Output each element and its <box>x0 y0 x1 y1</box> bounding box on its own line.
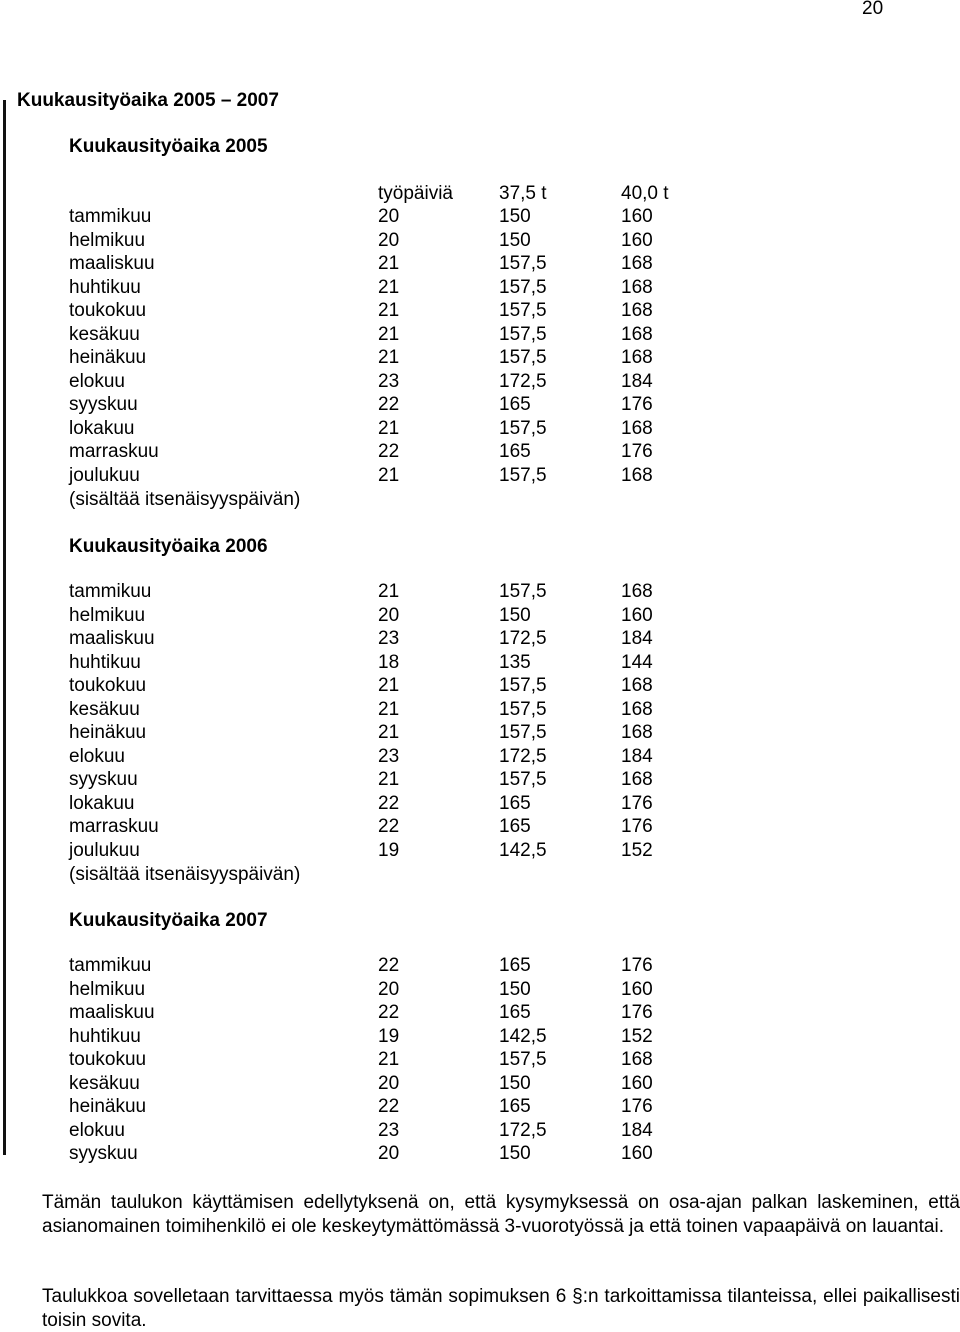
hours-40-cell: 168 <box>621 1049 653 1070</box>
hours-37-5-cell: 157,5 <box>499 347 547 368</box>
hours-40-cell: 168 <box>621 464 653 486</box>
month-cell: toukokuu <box>69 1049 147 1070</box>
workdays-cell: 21 <box>378 417 400 439</box>
table-row <box>0 206 960 230</box>
table-row <box>0 371 960 395</box>
table-row <box>0 230 960 254</box>
hours-40-cell: 160 <box>621 1143 653 1164</box>
hours-40-cell: 168 <box>621 581 653 602</box>
hours-40-cell: 176 <box>621 1096 653 1117</box>
header-40h: 40,0 t <box>621 183 669 204</box>
month-cell: maaliskuu <box>69 628 155 649</box>
month-cell: lokakuu <box>69 792 135 814</box>
hours-40-cell: 160 <box>621 229 653 251</box>
workdays-cell: 21 <box>378 675 400 696</box>
hours-37-5-cell: 172,5 <box>499 370 547 392</box>
table-row <box>0 793 960 817</box>
hours-40-cell: 176 <box>621 441 653 462</box>
note-2005: (sisältää itsenäisyyspäivän) <box>69 489 301 510</box>
table-row <box>0 675 960 699</box>
workdays-cell: 20 <box>378 1072 400 1094</box>
hours-40-cell: 152 <box>621 1025 653 1047</box>
section-title-2007: Kuukausityöaika 2007 <box>69 910 268 931</box>
hours-40-cell: 144 <box>621 651 653 673</box>
table-row <box>0 465 960 489</box>
hours-37-5-cell: 150 <box>499 604 531 626</box>
table-row <box>0 652 960 676</box>
month-cell: kesäkuu <box>69 1072 140 1094</box>
table-row <box>0 324 960 348</box>
hours-37-5-cell: 165 <box>499 955 531 976</box>
month-cell: tammikuu <box>69 206 152 227</box>
month-cell: elokuu <box>69 370 125 392</box>
month-cell: toukokuu <box>69 675 147 696</box>
month-cell: joulukuu <box>69 839 140 861</box>
workdays-cell: 23 <box>378 370 400 392</box>
hours-40-cell: 160 <box>621 604 653 626</box>
hours-37-5-cell: 157,5 <box>499 464 547 486</box>
month-cell: heinäkuu <box>69 722 147 743</box>
hours-40-cell: 176 <box>621 1002 653 1023</box>
month-cell: syyskuu <box>69 769 138 790</box>
hours-40-cell: 168 <box>621 253 653 274</box>
month-cell: kesäkuu <box>69 698 140 720</box>
workdays-cell: 20 <box>378 1143 400 1164</box>
table-row <box>0 746 960 770</box>
workdays-cell: 22 <box>378 441 400 462</box>
section-title-2005: Kuukausityöaika 2005 <box>69 136 268 157</box>
table-row <box>0 722 960 746</box>
hours-40-cell: 168 <box>621 323 653 345</box>
workdays-cell: 22 <box>378 1096 400 1117</box>
workdays-cell: 21 <box>378 347 400 368</box>
month-cell: helmikuu <box>69 229 146 251</box>
table-row <box>0 1002 960 1026</box>
hours-37-5-cell: 157,5 <box>499 581 547 602</box>
workdays-cell: 20 <box>378 978 400 1000</box>
hours-37-5-cell: 165 <box>499 792 531 814</box>
hours-37-5-cell: 150 <box>499 1143 531 1164</box>
header-37-5h: 37,5 t <box>499 183 547 204</box>
hours-37-5-cell: 135 <box>499 651 531 673</box>
workdays-cell: 21 <box>378 698 400 720</box>
table-row <box>0 277 960 301</box>
month-cell: huhtikuu <box>69 276 141 298</box>
hours-40-cell: 168 <box>621 675 653 696</box>
month-cell: marraskuu <box>69 441 159 462</box>
page-number: 20 <box>862 0 884 19</box>
month-cell: joulukuu <box>69 464 140 486</box>
hours-37-5-cell: 157,5 <box>499 675 547 696</box>
workdays-cell: 21 <box>378 581 400 602</box>
month-cell: marraskuu <box>69 816 159 837</box>
month-cell: elokuu <box>69 745 125 767</box>
month-cell: heinäkuu <box>69 347 147 368</box>
hours-40-cell: 160 <box>621 206 653 227</box>
table-row <box>0 1120 960 1144</box>
workdays-cell: 23 <box>378 1119 400 1141</box>
hours-40-cell: 184 <box>621 628 653 649</box>
hours-40-cell: 176 <box>621 816 653 837</box>
hours-40-cell: 152 <box>621 839 653 861</box>
workdays-cell: 22 <box>378 1002 400 1023</box>
hours-37-5-cell: 157,5 <box>499 323 547 345</box>
workdays-cell: 20 <box>378 604 400 626</box>
hours-37-5-cell: 157,5 <box>499 1049 547 1070</box>
hours-37-5-cell: 157,5 <box>499 417 547 439</box>
hours-37-5-cell: 165 <box>499 394 531 415</box>
table-row <box>0 955 960 979</box>
hours-37-5-cell: 157,5 <box>499 253 547 274</box>
hours-37-5-cell: 165 <box>499 441 531 462</box>
workdays-cell: 22 <box>378 792 400 814</box>
hours-40-cell: 168 <box>621 276 653 298</box>
month-cell: heinäkuu <box>69 1096 147 1117</box>
workdays-cell: 21 <box>378 769 400 790</box>
table-row <box>0 628 960 652</box>
hours-40-cell: 184 <box>621 1119 653 1141</box>
table-row <box>0 253 960 277</box>
month-cell: lokakuu <box>69 417 135 439</box>
hours-37-5-cell: 150 <box>499 206 531 227</box>
hours-40-cell: 176 <box>621 955 653 976</box>
main-title: Kuukausityöaika 2005 – 2007 <box>17 90 279 111</box>
workdays-cell: 23 <box>378 628 400 649</box>
hours-37-5-cell: 172,5 <box>499 745 547 767</box>
workdays-cell: 22 <box>378 394 400 415</box>
workdays-cell: 20 <box>378 229 400 251</box>
workdays-cell: 21 <box>378 253 400 274</box>
table-row <box>0 1026 960 1050</box>
table-row <box>0 418 960 442</box>
workdays-cell: 21 <box>378 722 400 743</box>
table-row <box>0 605 960 629</box>
hours-37-5-cell: 165 <box>499 816 531 837</box>
hours-37-5-cell: 157,5 <box>499 722 547 743</box>
hours-37-5-cell: 157,5 <box>499 300 547 321</box>
month-cell: huhtikuu <box>69 651 141 673</box>
hours-37-5-cell: 172,5 <box>499 628 547 649</box>
hours-37-5-cell: 157,5 <box>499 698 547 720</box>
table-row <box>0 979 960 1003</box>
workdays-cell: 21 <box>378 300 400 321</box>
workdays-cell: 21 <box>378 276 400 298</box>
application-paragraph: Taulukkoa sovelletaan tarvittaessa myös tämän sopimuksen 6 §:n tarkoittamissa tilanteissa, ellei paikallisesti toisin sovita. <box>42 1286 960 1331</box>
workdays-cell: 19 <box>378 839 400 861</box>
table-row <box>0 699 960 723</box>
hours-40-cell: 168 <box>621 722 653 743</box>
workdays-cell: 21 <box>378 323 400 345</box>
month-cell: tammikuu <box>69 581 152 602</box>
month-cell: helmikuu <box>69 604 146 626</box>
hours-40-cell: 168 <box>621 698 653 720</box>
note-2006: (sisältää itsenäisyyspäivän) <box>69 864 301 885</box>
table-row <box>0 394 960 418</box>
hours-40-cell: 168 <box>621 417 653 439</box>
table-row <box>0 581 960 605</box>
workdays-cell: 22 <box>378 816 400 837</box>
hours-37-5-cell: 157,5 <box>499 276 547 298</box>
month-cell: tammikuu <box>69 955 152 976</box>
month-cell: syyskuu <box>69 394 138 415</box>
table-row <box>0 816 960 840</box>
workdays-cell: 20 <box>378 206 400 227</box>
hours-37-5-cell: 142,5 <box>499 839 547 861</box>
month-cell: syyskuu <box>69 1143 138 1164</box>
table-row <box>0 441 960 465</box>
hours-40-cell: 184 <box>621 370 653 392</box>
hours-37-5-cell: 150 <box>499 978 531 1000</box>
workdays-cell: 23 <box>378 745 400 767</box>
hours-40-cell: 168 <box>621 347 653 368</box>
table-row <box>0 1096 960 1120</box>
hours-40-cell: 160 <box>621 978 653 1000</box>
table-row <box>0 769 960 793</box>
workdays-cell: 22 <box>378 955 400 976</box>
month-cell: huhtikuu <box>69 1025 141 1047</box>
month-cell: maaliskuu <box>69 1002 155 1023</box>
table-row <box>0 300 960 324</box>
hours-37-5-cell: 165 <box>499 1096 531 1117</box>
month-cell: toukokuu <box>69 300 147 321</box>
hours-40-cell: 176 <box>621 394 653 415</box>
section-title-2006: Kuukausityöaika 2006 <box>69 536 268 557</box>
hours-37-5-cell: 142,5 <box>499 1025 547 1047</box>
table-row <box>0 840 960 864</box>
hours-37-5-cell: 157,5 <box>499 769 547 790</box>
hours-40-cell: 168 <box>621 769 653 790</box>
hours-40-cell: 168 <box>621 300 653 321</box>
month-cell: kesäkuu <box>69 323 140 345</box>
month-cell: elokuu <box>69 1119 125 1141</box>
usage-condition-paragraph: Tämän taulukon käyttämisen edellytyksenä on, että kysymyksessä on osa-ajan palkan laskeminen, että asianomainen toimihenkilö ei ole keskeytymättömässä 3-vuorotyössä ja että toinen vapaapäivä on lauantai. <box>42 1192 960 1237</box>
hours-40-cell: 176 <box>621 792 653 814</box>
hours-40-cell: 160 <box>621 1072 653 1094</box>
month-cell: maaliskuu <box>69 253 155 274</box>
workdays-cell: 19 <box>378 1025 400 1047</box>
workdays-cell: 21 <box>378 1049 400 1070</box>
month-cell: helmikuu <box>69 978 146 1000</box>
workdays-cell: 21 <box>378 464 400 486</box>
hours-37-5-cell: 150 <box>499 1072 531 1094</box>
table-row <box>0 1073 960 1097</box>
table-row <box>0 347 960 371</box>
header-workdays: työpäiviä <box>378 183 453 204</box>
workdays-cell: 18 <box>378 651 400 673</box>
hours-40-cell: 184 <box>621 745 653 767</box>
table-row <box>0 1143 960 1167</box>
hours-37-5-cell: 172,5 <box>499 1119 547 1141</box>
hours-37-5-cell: 165 <box>499 1002 531 1023</box>
hours-37-5-cell: 150 <box>499 229 531 251</box>
table-row <box>0 1049 960 1073</box>
